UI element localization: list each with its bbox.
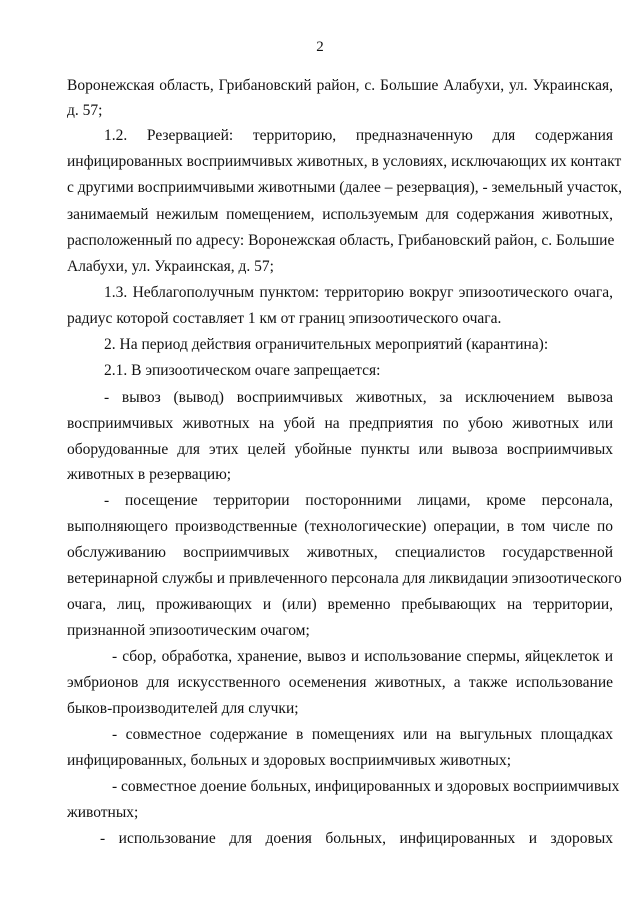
text-line: очага, лиц, проживающих и (или) временно пребывающих на территории, — [67, 596, 613, 613]
text-line: 1.2. Резервацией: территорию, предназначенную для содержания — [104, 127, 613, 144]
text-line: д. 57; — [67, 102, 103, 119]
text-line: эмбрионов для искусственного осеменения животных, а также использование — [67, 674, 613, 691]
text-line: радиус которой составляет 1 км от границ эпизоотического очага. — [67, 310, 502, 327]
text-line: животных; — [67, 804, 139, 821]
text-line: инфицированных восприимчивых животных, в условиях, исключающих их контакт — [67, 153, 622, 170]
text-line: - совместное доение больных, инфицированных и здоровых восприимчивых — [112, 778, 620, 795]
text-line: расположенный по адресу: Воронежская область, Грибановский район, с. Большие — [67, 232, 615, 249]
text-line: - совместное содержание в помещениях или на выгульных площадках — [112, 726, 613, 743]
text-line: животных в резервацию; — [67, 466, 232, 483]
text-line: признанной эпизоотическим очагом; — [67, 622, 310, 639]
text-line: - использование для доения больных, инфицированных и здоровых — [100, 830, 613, 847]
text-line: ветеринарной службы и привлеченного персонала для ликвидации эпизоотического — [67, 570, 622, 587]
text-line: быков-производителей для случки; — [67, 700, 299, 717]
text-line: 2. На период действия ограничительных мероприятий (карантина): — [104, 336, 549, 353]
text-line: - вывоз (вывод) восприимчивых животных, за исключением вывоза — [104, 389, 613, 406]
text-line: инфицированных, больных и здоровых восприимчивых животных; — [67, 752, 512, 769]
text-line: оборудованные для этих целей убойные пункты или вывоза восприимчивых — [67, 441, 613, 458]
page-number: 2 — [316, 39, 324, 55]
text-line: Алабухи, ул. Украинская, д. 57; — [67, 258, 274, 275]
text-line: 2.1. В эпизоотическом очаге запрещается: — [104, 362, 381, 379]
text-line: 1.3. Неблагополучным пунктом: территорию вокруг эпизоотического очага, — [104, 284, 613, 301]
text-line: восприимчивых животных на убой на предприятия по убою животных или — [67, 415, 613, 432]
text-line: обслуживанию восприимчивых животных, специалистов государственной — [67, 544, 613, 561]
text-line: выполняющего производственные (технологические) операции, в том числе по — [67, 518, 613, 535]
text-line: - посещение территории посторонними лицами, кроме персонала, — [104, 492, 613, 509]
text-line: - сбор, обработка, хранение, вывоз и использование спермы, яйцеклеток и — [112, 648, 613, 665]
text-line: с другими восприимчивыми животными (далее – резервация), - земельный участок, — [67, 179, 622, 196]
text-line: занимаемый нежилым помещением, используемым для содержания животных, — [67, 206, 613, 223]
text-line: Воронежская область, Грибановский район, с. Большие Алабухи, ул. Украинская, — [67, 77, 613, 94]
